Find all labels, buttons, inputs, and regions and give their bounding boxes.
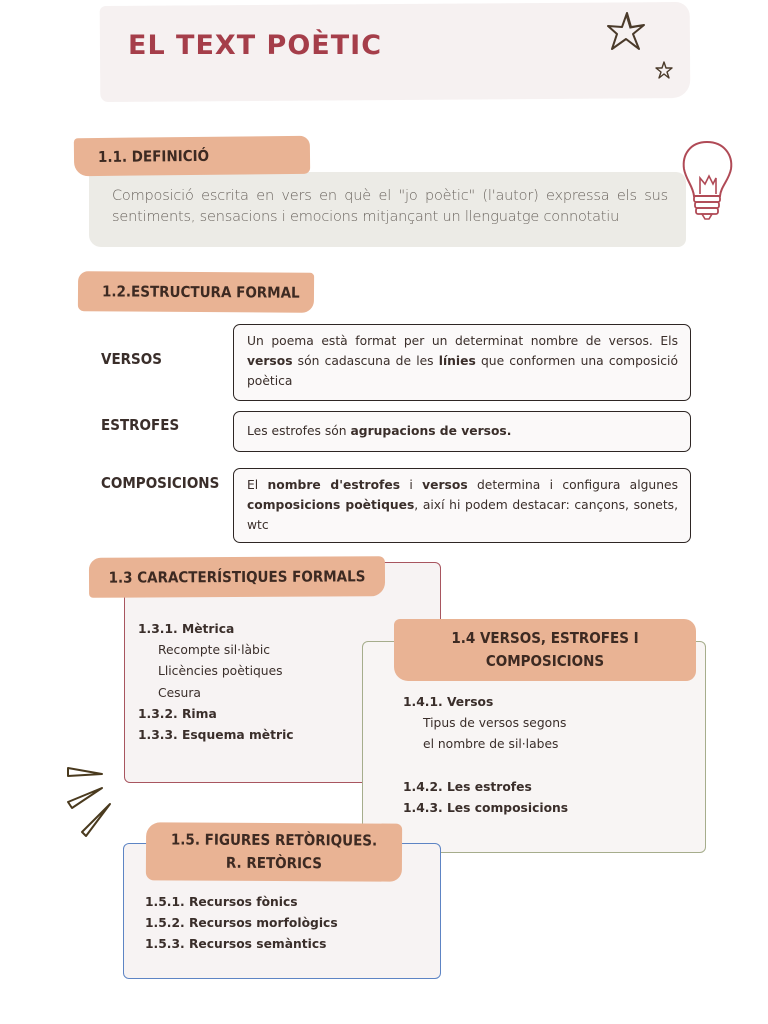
list-item: 1.3.1. Mètrica <box>138 622 235 636</box>
burst-lines-icon <box>62 762 118 840</box>
list-item: 1.4.3. Les composicions <box>403 800 569 815</box>
list-item: 1.3.3. Esquema mètric <box>138 728 294 743</box>
section-tag-caracteristiques: 1.3 CARACTERÍSTIQUES FORMALS <box>89 556 385 598</box>
list-versos-estrofes <box>403 692 568 819</box>
list-item: 1.4.2. Les estrofes <box>403 779 532 794</box>
list-item: 1.5.1. Recursos fònics <box>145 895 298 909</box>
section-tag-estructura: 1.2.ESTRUCTURA FORMAL <box>78 271 314 313</box>
text-run: El <box>247 478 268 492</box>
text-run: Les estrofes són <box>247 424 351 438</box>
star-icon <box>606 10 646 52</box>
text-run: Un poema està format per un determinat nombre de versos. Els <box>247 334 678 348</box>
page-title: EL TEXT POÈTIC <box>128 30 383 61</box>
row-label-estrofes: ESTROFES <box>101 416 180 434</box>
list-item: 1.5.3. Recursos semàntics <box>145 937 327 952</box>
list-item: el nombre de sil·labes <box>423 737 559 752</box>
list-item: Llicències poètiques <box>158 664 283 679</box>
tag-line-1: 1.4 VERSOS, ESTROFES I <box>451 629 639 647</box>
section-tag-versos-estrofes <box>394 619 696 681</box>
definition-text: Composició escrita en vers en què el "jo poètic" (l'autor) expressa els sus sentiments, sensacions i emocions mitjançant un llenguatge connotatiu <box>112 188 668 225</box>
text-run: línies <box>438 354 476 368</box>
text-run: agrupacions de versos. <box>350 424 512 438</box>
text-run: versos <box>422 478 468 492</box>
list-caracteristiques <box>138 619 294 746</box>
small-star-icon <box>654 60 674 80</box>
text-run: composicions poètiques <box>247 498 415 512</box>
row-box-estrofes <box>233 411 691 452</box>
text-run: són cadascuna de les <box>292 354 439 368</box>
tag-line-1: 1.5. FIGURES RETÒRIQUES. <box>170 830 378 850</box>
tag-line-2: COMPOSICIONS <box>485 652 605 670</box>
row-label-composicions: COMPOSICIONS <box>101 474 220 492</box>
list-figures-retoriques <box>145 892 338 956</box>
list-item: Tipus de versos segons <box>423 716 567 731</box>
text-run: i <box>400 478 423 492</box>
list-item: 1.4.1. Versos <box>403 695 494 709</box>
tag-line-2: R. RETÒRICS <box>225 853 323 873</box>
section-tag-figures-retoriques <box>146 822 402 881</box>
row-box-versos <box>233 324 691 401</box>
text-run: nombre d'estrofes <box>267 478 401 492</box>
row-box-composicions <box>233 468 691 543</box>
text-run: , així hi podem destacar: cançons, sonets, wtc <box>247 498 678 532</box>
list-item: Cesura <box>158 685 201 700</box>
list-item: 1.3.2. Rima <box>138 706 217 721</box>
section-tag-definicio: 1.1. DEFINICIÓ <box>74 136 310 176</box>
row-label-versos: VERSOS <box>101 350 162 368</box>
list-item: Recompte sil·làbic <box>158 643 271 658</box>
text-run: que conformen una composició poètica <box>247 354 678 388</box>
text-run: determina i configura algunes <box>467 478 678 492</box>
list-item: 1.5.2. Recursos morfològics <box>145 916 338 931</box>
text-run: versos <box>247 354 293 368</box>
list-item <box>403 756 568 777</box>
